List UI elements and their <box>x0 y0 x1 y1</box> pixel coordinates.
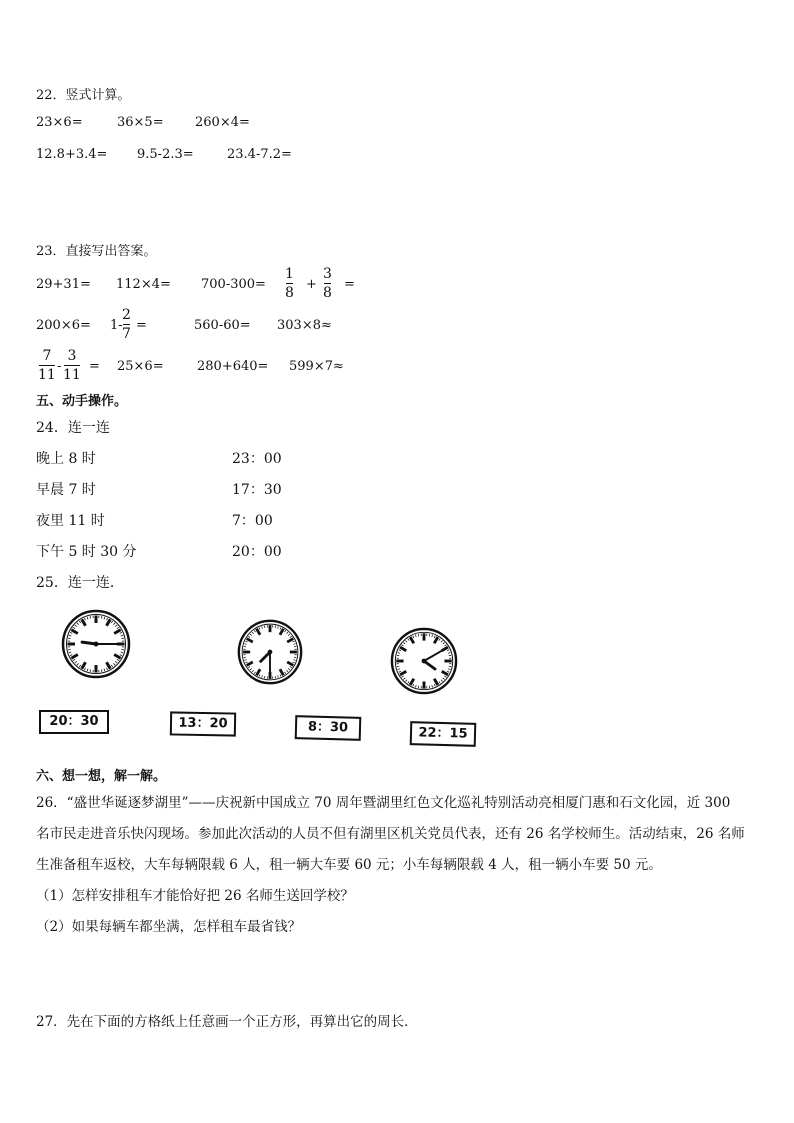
q23-expr: 599×7≈ <box>289 359 344 374</box>
q22-title: 22．竖式计算。 <box>36 88 131 103</box>
section-heading: 五、动手操作。 <box>36 394 128 409</box>
fraction-numerator: 7 <box>42 348 52 364</box>
fraction <box>38 347 56 384</box>
q23-expr: 112×4= <box>116 277 171 292</box>
time-card: 22：15 <box>410 721 477 747</box>
minus-sign: - <box>57 359 62 374</box>
fraction-denominator: 8 <box>323 285 332 301</box>
q22-expr: 23.4-7.2= <box>227 147 292 162</box>
fraction-denominator: 11 <box>38 367 56 383</box>
q25-title: 25．连一连． <box>36 575 124 591</box>
q24-left-item: 夜里 11 时 <box>36 513 105 529</box>
q23-expr: 200×6= <box>36 318 91 333</box>
q23-expr: 700-300= <box>201 277 266 292</box>
equals-sign: = <box>136 318 147 333</box>
q26-text-line: 生准备租车返校，大车每辆限载 6 人，租一辆大车要 60 元；小车每辆限载 4 人，租一辆小车要 50 元。 <box>36 857 662 873</box>
q24-left-item: 早晨 7 时 <box>36 482 96 498</box>
q23-expr: 303×8≈ <box>277 318 332 333</box>
time-card: 20：30 <box>39 710 109 734</box>
fraction <box>285 265 294 302</box>
minute-tick <box>101 669 102 671</box>
q24-right-item: 17：30 <box>232 482 282 498</box>
clock-center <box>422 659 427 664</box>
clock-center <box>94 642 99 647</box>
minute-tick <box>101 616 102 618</box>
q22-expr: 23×6= <box>36 115 83 130</box>
plus-sign: + <box>306 277 317 292</box>
fraction <box>63 347 81 384</box>
fraction-numerator: 3 <box>67 348 77 364</box>
minute-tick <box>397 655 399 656</box>
fraction-numerator: 1 <box>285 266 294 282</box>
minute-tick <box>121 638 123 639</box>
q24-title: 24．连一连 <box>36 420 110 436</box>
fraction <box>323 265 332 302</box>
q22-expr: 9.5-2.3= <box>137 147 194 162</box>
minute-tick <box>418 634 419 636</box>
equals-sign: = <box>344 277 355 292</box>
minute-tick <box>449 655 451 656</box>
minute-tick <box>90 616 91 618</box>
time-card: 8：30 <box>295 715 362 741</box>
q26-text-line: 名市民走进音乐快闪现场。参加此次活动的人员不但有湖里区机关党员代表，还有 26 名学校师生。活动结束，26 名师 <box>36 826 745 842</box>
q26-subquestion: （2）如果每辆车都坐满，怎样租车最省钱？ <box>36 919 302 935</box>
minute-tick <box>429 686 430 688</box>
q26-text-line: 26．“盛世华诞逐梦湖里”——庆祝新中国成立 70 周年暨湖里红色文化巡礼特别活动亮相厦门惠和石文化园，近 300 <box>36 795 731 811</box>
q23-expr: 25×6= <box>117 359 164 374</box>
q22-expr: 12.8+3.4= <box>36 147 108 162</box>
minute-tick <box>449 666 451 667</box>
section-heading: 六、想一想，解一解。 <box>36 769 167 784</box>
clock-face-1 <box>60 608 132 680</box>
fraction-denominator: 7 <box>122 326 131 342</box>
fraction-numerator: 3 <box>323 266 332 282</box>
fraction <box>122 306 131 343</box>
q24-right-item: 23：00 <box>232 451 282 467</box>
equals-sign: = <box>89 359 100 374</box>
q23-expr: 1- <box>110 318 123 333</box>
q23-expr: 280+640= <box>197 359 269 374</box>
clock-face-3 <box>389 626 459 696</box>
q22-expr: 36×5= <box>117 115 164 130</box>
minute-tick <box>418 686 419 688</box>
q24-right-item: 7：00 <box>232 513 273 529</box>
q24-right-item: 20：00 <box>232 544 282 560</box>
q24-left-item: 晚上 8 时 <box>36 451 96 467</box>
q24-left-item: 下午 5 时 30 分 <box>36 544 137 560</box>
q22-expr: 260×4= <box>195 115 250 130</box>
clock-center <box>268 650 273 655</box>
q23-expr: 560-60= <box>194 318 251 333</box>
minute-tick <box>429 634 430 636</box>
q26-subquestion: （1）怎样安排租车才能恰好把 26 名师生送回学校？ <box>36 888 354 904</box>
minute-tick <box>121 649 123 650</box>
minute-tick <box>68 649 70 650</box>
fraction-numerator: 2 <box>122 307 131 323</box>
q23-title: 23．直接写出答案。 <box>36 244 157 259</box>
fraction-denominator: 11 <box>63 367 81 383</box>
clock-face-2 <box>236 618 304 686</box>
q27-title: 27．先在下面的方格纸上任意画一个正方形，再算出它的周长． <box>36 1014 418 1030</box>
fraction-denominator: 8 <box>285 285 294 301</box>
minute-tick <box>397 666 399 667</box>
minute-tick <box>90 669 91 671</box>
minute-tick <box>68 638 70 639</box>
q23-expr: 29+31= <box>36 277 91 292</box>
time-card: 13：20 <box>170 711 236 736</box>
